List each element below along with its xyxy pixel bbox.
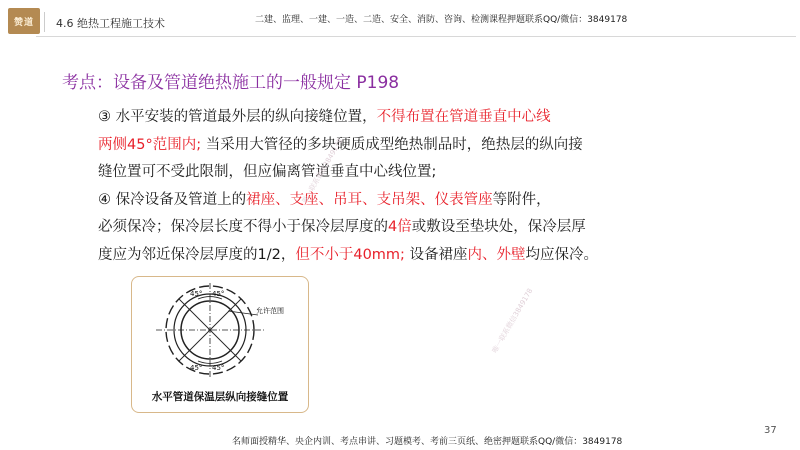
text-line	[98, 104, 658, 132]
logo: 赞道	[8, 8, 40, 34]
text-line	[98, 159, 658, 187]
figure-caption: 水平管道保温层纵向接缝位置	[151, 391, 289, 403]
page-number: 37	[764, 425, 777, 436]
allowed-range-label: 允许范围	[256, 307, 284, 315]
text-line	[98, 214, 658, 242]
body-text-segment: 或敷设至垫块处，保冷层厚	[411, 219, 586, 235]
body-text-segment: 必须保冷；保冷层长度不得小于保冷层厚度的	[98, 219, 388, 235]
body-text-segment: ④ 保冷设备及管道上的	[98, 191, 247, 208]
highlight-text: 不得布置在管道垂直中心线	[376, 109, 551, 125]
body-paragraph	[98, 104, 658, 269]
watermark: 唯一联系微信3849178	[300, 137, 345, 205]
highlight-text: 内、外壁	[467, 246, 526, 263]
angle-label: 45°	[190, 290, 203, 298]
highlight-text: 但不小于40mm;	[295, 246, 405, 263]
header-divider	[44, 12, 45, 32]
body-text-segment: ③ 水平安装的管道最外层的纵向接缝位置，	[98, 109, 377, 125]
highlight-text: 两侧45°范围内;	[98, 136, 202, 153]
body-text-segment: 均应保冷。	[525, 246, 599, 263]
body-text-segment: 缝位置可不受此限制，但应偏离管道垂直中心线位置;	[98, 164, 437, 180]
angle-label: 45°	[212, 290, 225, 298]
header-rule	[36, 36, 796, 37]
angle-label: 45°	[190, 364, 203, 372]
highlight-text: 4倍	[388, 219, 412, 235]
text-line	[98, 242, 658, 270]
text-line	[98, 132, 658, 160]
text-line	[98, 187, 658, 215]
body-text-segment: 当采用大管径的多块硬质成型绝热制品时，绝热层的纵向接	[201, 136, 583, 153]
section-title: 4.6 绝热工程施工技术	[56, 17, 165, 30]
angle-label: 45°	[212, 364, 225, 372]
highlight-text: 裙座、支座、吊耳、支吊架、仪表管座	[246, 191, 493, 208]
bottom-banner: 名师面授精华、央企内训、考点串讲、习题模考、考前三页纸、绝密押题联系QQ/微信：3849178	[232, 437, 623, 447]
top-banner: 二建、监理、一建、一造、二造、安全、消防、咨询、检测课程押题联系QQ/微信：3849178	[255, 15, 628, 25]
kaodian-title: 考点：设备及管道绝热施工的一般规定 P198	[62, 73, 400, 93]
body-text-segment: 等附件，	[492, 191, 551, 208]
pipe-seam-figure	[131, 276, 309, 413]
body-text-segment: 度应为邻近保冷层厚度的1/2，	[98, 246, 296, 263]
body-text-segment: 设备裙座	[404, 246, 468, 263]
watermark: 唯一联系微信3849178	[490, 287, 535, 355]
